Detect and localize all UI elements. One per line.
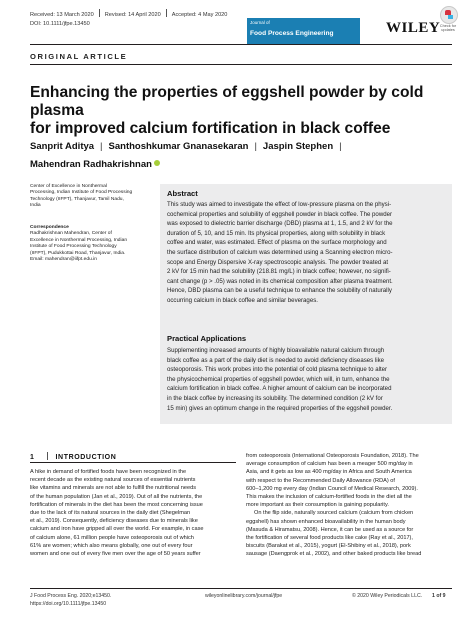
citation-text: J Food Process Eng. 2020;e13450. bbox=[30, 593, 112, 599]
abstract-text: This study was aimed to investigate the effect of low-pressure plasma on the physi- cochemical properties and solubility of eggshell powder in black coffee. The powder was exposed to dielectric barrier discharge (DBD) plasma at 1, 1.5, and 2 kV for the duration of 5, 10, and 15 min. Its physical properties, along with solubility in black coffee and water, was estimated. Effect of plasma on the surface morphology and the surface distribution of calcium was determined using a Scanning electron micro- scope and Energy Dispersive X-ray spectroscopic analysis. The powder treated at 2 kV for 15 min had the solubility (218.81 mg/L) in black coffee; however, no signifi- cant change (p > .05) was noted in its chemical composition after plasma treatment. Hence, DBD plasma can be a useful technique to enhance the solubility of naturally occurring calcium in black coffee and similar beverages. bbox=[167, 201, 393, 304]
correspondence-line: (IIFPT), Pudukkottai Road, Thanjavur, India. bbox=[30, 250, 126, 256]
crossmark-badge[interactable] bbox=[436, 6, 460, 36]
footer-rule bbox=[30, 588, 452, 589]
accepted-date: Accepted: 4 May 2020 bbox=[171, 12, 228, 18]
journal-name: Food Process Engineering bbox=[250, 30, 334, 37]
journal-site-link[interactable]: wileyonlinelibrary.com/journal/jfpe bbox=[205, 593, 283, 599]
affiliation bbox=[30, 184, 140, 210]
correspondence-email[interactable]: Email: mahendran@iifpt.edu.in bbox=[30, 257, 97, 263]
article-type-rule bbox=[30, 64, 452, 65]
section-heading bbox=[30, 452, 116, 461]
section-number: 1 bbox=[30, 454, 35, 461]
section-rule bbox=[30, 462, 236, 463]
body-column-left: A hike in demand of fortified foods have been recognized in the recent decade as the existing natural sources of essential nutrients like vitamins and minerals are not able to fulfill the nutritional needs of the human population (Jan et al., 2019). Out of all the nutrients, the fortification of minerals in the diet has been the most concerning issue due to the lack of its natural sources in the daily diet (Shegelman et al., 2019). Consequently, deficiency diseases due to minerals like calcium and iron have gripped all over the world. For example, in case of calcium alone, 61 million people have osteoporosis out of which 61% are women; which also means globally, one out of every four women and one out of every five men over the age of 50 years suffer bbox=[30, 469, 204, 558]
publisher-logo[interactable]: WILEY bbox=[386, 20, 441, 36]
page-number: 1 of 9 bbox=[432, 593, 446, 599]
copyright: © 2020 Wiley Periodicals LLC. bbox=[352, 593, 423, 599]
doi-link[interactable]: https://doi.org/10.1111/jfpe.13450 bbox=[30, 601, 107, 607]
journal-of-label: Journal of bbox=[250, 20, 270, 25]
author-list: Sanprit Aditya | Santhoshkumar Gnanasekaran | Jaspin Stephen | Mahendran Radhakrishnan bbox=[30, 141, 342, 170]
practical-applications-text: Supplementing increased amounts of highly bioavailable natural calcium through black coffee as a part of the daily diet is needed to avoid deficiency diseases like osteoporosis. This work probes into the potential of cold plasma technique to alter the physicochemical properties of eggshell powder, which will, in turn, enhance the calcium fortification in black coffee. A higher amount of calcium can be incorporated in the black coffee by increasing its solubility. The determined condition (2 kV for 15 min) gives an optimum change in the required properties of the eggshell powder. bbox=[167, 347, 393, 412]
abstract-heading: Abstract bbox=[167, 189, 198, 198]
title-line: Enhancing the properties of eggshell powder by cold plasma bbox=[30, 84, 424, 119]
correspondence-heading: Correspondence bbox=[30, 225, 69, 230]
revised-date: Revised: 14 April 2020 bbox=[104, 12, 161, 18]
article-type: ORIGINAL ARTICLE bbox=[30, 52, 128, 61]
article-title bbox=[30, 84, 450, 138]
practical-applications-heading: Practical Applications bbox=[167, 334, 247, 343]
author-name[interactable]: Mahendran Radhakrishnan bbox=[30, 159, 152, 170]
submission-dates bbox=[30, 9, 227, 18]
header-rule bbox=[30, 44, 452, 45]
correspondence-line: Radhakrishnan Mahendran, Center of bbox=[30, 231, 112, 237]
author-name[interactable]: Santhoshkumar Gnanasekaran bbox=[108, 141, 249, 152]
affiliation-line: Center of Excellence in Nonthermal bbox=[30, 184, 107, 189]
author-name[interactable]: Sanprit Aditya bbox=[30, 141, 95, 152]
crossmark-label: Check for updates bbox=[439, 24, 457, 33]
received-date: Received: 13 March 2020 bbox=[30, 12, 94, 18]
affiliation-line: India bbox=[30, 203, 41, 209]
orcid-icon[interactable] bbox=[154, 160, 160, 166]
correspondence-line: Institute of Food Processing Technology bbox=[30, 244, 117, 250]
body-column-right: from osteoporosis (International Osteoporosis Foundation, 2018). The average consumption of calcium has been a meager 500 mg/day in Asia, and it gets as low as 400 mg/day in Africa and South America with respect to the Recommended Daily Allowance (RDA) of 600–1,200 mg every day (Indian Council of Medical Research, 2009). This makes the inclusion of calcium-fortified foods in the diet all the more important as their consumption is gaining popularity. On the flip side, naturally sourced calcium (calcium from chicken eggshell) has shown enhanced bioavailability in the human body (Masuda & Hiramatsu, 2008). Hence, it can be used as a source for the fortification of several food products like cake (Ray et al., 2017), biscuits (Barakat et al., 2015), yogurt (El-Shibiny et al., 2018), pork sausage (Daengprok et al., 2002), and other baked products like bread bbox=[246, 453, 422, 558]
abstract-box bbox=[160, 184, 452, 424]
crossmark-icon bbox=[440, 6, 458, 24]
journal-logo[interactable] bbox=[247, 18, 360, 44]
title-line: for improved calcium fortification in black coffee bbox=[30, 120, 391, 137]
correspondence-line: Excellence in Nonthermal Processing, Indian bbox=[30, 237, 128, 243]
section-title: INTRODUCTION bbox=[55, 454, 117, 461]
footer-citation bbox=[30, 593, 111, 607]
doi-line[interactable]: DOI: 10.1111/jfpe.13450 bbox=[30, 21, 90, 27]
author-name[interactable]: Jaspin Stephen bbox=[262, 141, 334, 152]
correspondence bbox=[30, 225, 140, 263]
affiliation-line: Technology (IIFPT), Thanjavur, Tamil Nadu, bbox=[30, 196, 124, 202]
affiliation-line: Processing, Indian Institute of Food Processing bbox=[30, 190, 133, 196]
